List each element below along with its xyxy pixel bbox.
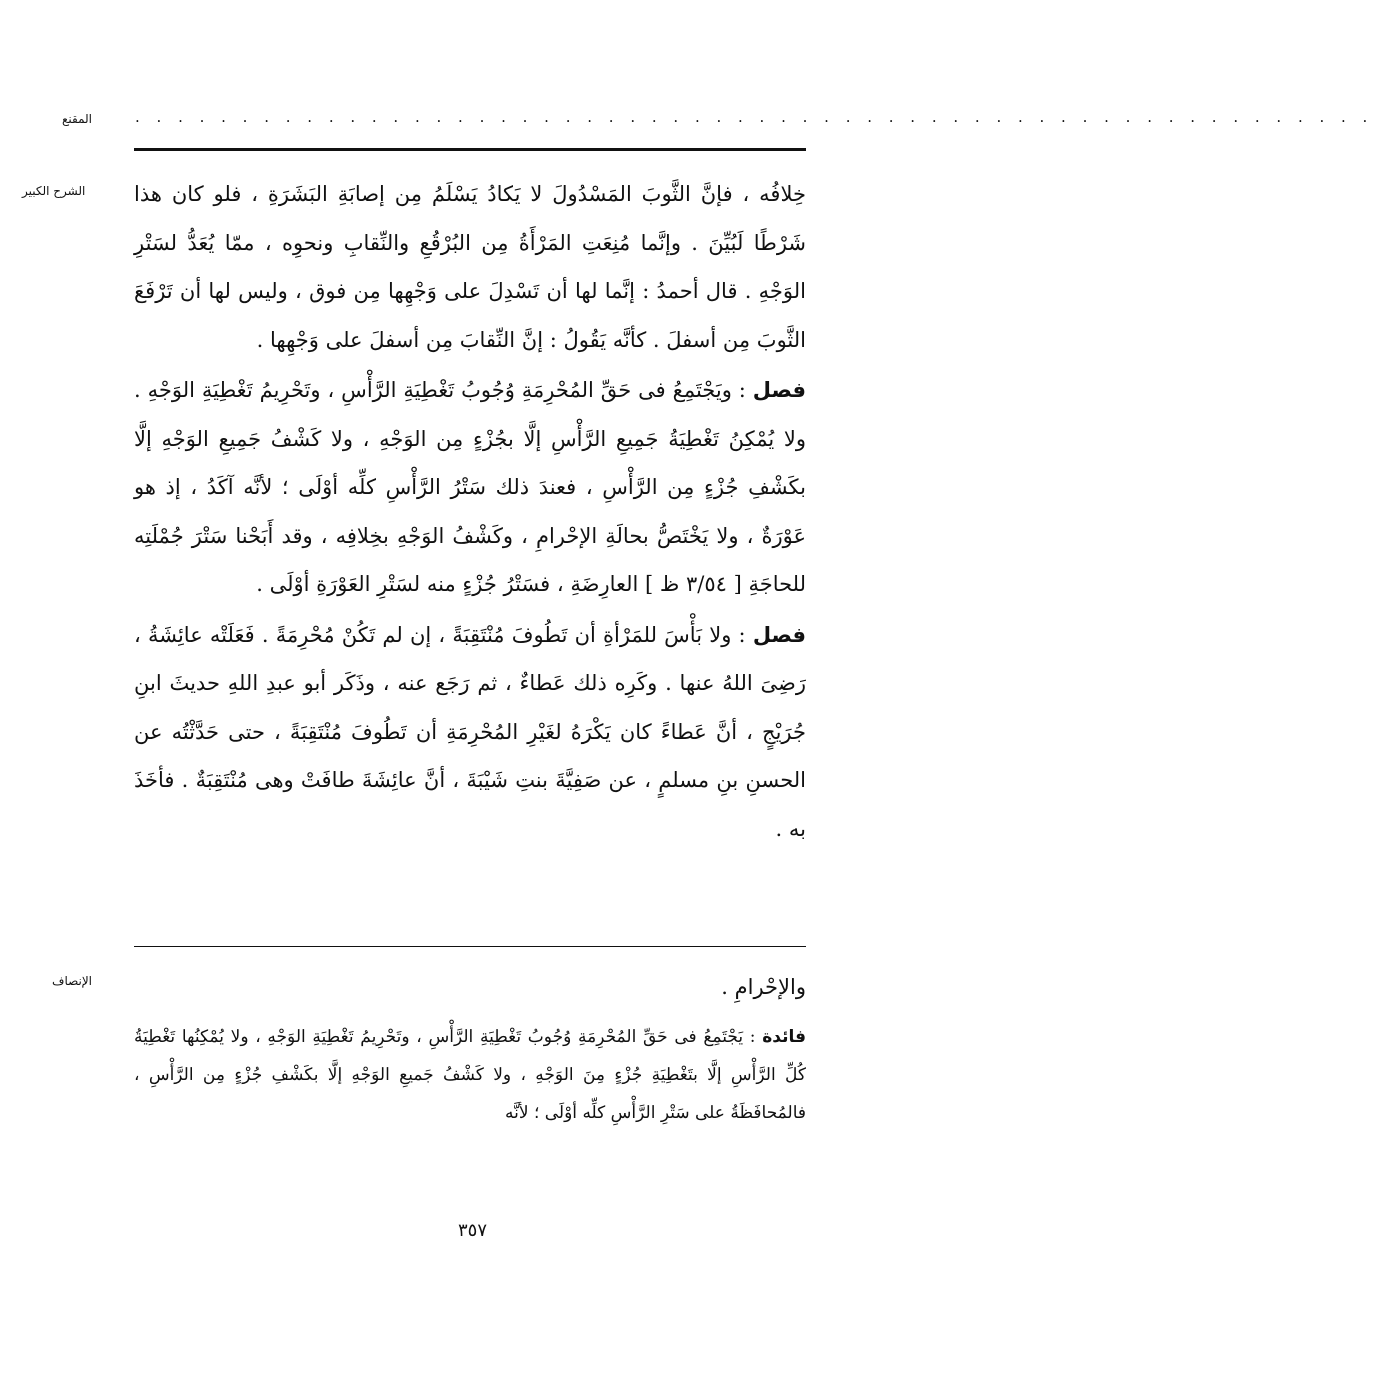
insaf-top-line: والإحْرامِ . (721, 975, 806, 999)
fasl-text: : ولا بَأْسَ للمَرْأةِ أن تَطُوفَ مُنْتَقِبَةً ، إن لم تَكُنْ مُحْرِمَةً . فَعَلَتْه عائِشَةُ ، رَضِىَ اللهُ عنها . وكَرِه ذلك عَطاءٌ ، ثم رَجَع عنه ، وذَكَر أبو عبدِ اللهِ حديثَ ابنِ جُرَيْجٍ ، أنَّ عَطاءً كان يَكْرَهُ لغَيْرِ المُحْرِمَةِ أن تَطُوفَ مُنْتَقِبَةً ، حتى حَدَّثْتُه عن الحسنِ بنِ مسلمٍ ، عن صَفِيَّةَ بنتِ شَيْبَةَ ، أنَّ عائِشَةَ طافَتْ وهى مُنْتَقِبَةٌ . فأخَذَ به . (134, 622, 806, 841)
fasl-paragraph-1 (134, 366, 806, 609)
faida-heading: فائدة (762, 1027, 807, 1047)
fasl-heading: فصل (752, 378, 806, 402)
sharh-commentary (134, 170, 806, 853)
fasl-heading: فصل (752, 622, 806, 647)
dotted-separator: . . . . . . . . . . . . . . . . . . . . . . . . . . . . . . . . . . . . . . . . . . . . . . . . . . . . . . . . . . (135, 108, 1373, 126)
section-label-muqni: المقنع (62, 112, 93, 126)
section-label-sharh: الشرح الكبير (22, 184, 86, 198)
faida-text: : يَجْتَمِعُ فى حَقِّ المُحْرِمَةِ وُجُوبُ تَغْطِيَةِ الرَّأْسِ ، وتَحْرِيمُ تَغْطِيَةِ الوَجْهِ ، ولا يُمْكِنُها تَغْطِيَةُ كُلِّ الرَّأْسِ إلَّا بتَغْطِيَةِ جُزْءٍ مِنَ الوَجْهِ ، ولا كَشْفُ جَميعِ الوَجْهِ إلَّا بكَشْفِ جُزْءٍ مِن الرَّأْسِ ، فالمُحافَظَةُ على سَتْرِ الرَّأْسِ كلِّه أوْلَى ؛ لأنَّه (134, 1027, 806, 1123)
fasl-paragraph-2 (134, 611, 806, 854)
page-number: ٣٥٧ (457, 1220, 487, 1241)
fasl-text: : ويَجْتَمِعُ فى حَقِّ المُحْرِمَةِ وُجُوبُ تَغْطِيَةِ الرَّأْسِ ، وتَحْرِيمُ تَغْطِيَةِ الوَجْهِ . ولا يُمْكِنُ تَغْطِيَةُ جَمِيعِ الرَّأْسِ إلَّا بجُزْءٍ مِن الوَجْهِ ، ولا كَشْفُ جَمِيعِ الوَجْهِ إلَّا بكَشْفِ جُزْءٍ مِن الرَّأْسِ ، فعندَ ذلك سَتْرُ الرَّأْسِ كلِّه أوْلَى ؛ لأنَّه آكَدُ ، إذ هو عَوْرَةٌ ، ولا يَخْتَصُّ بحالَةِ الإحْرامِ ، وكَشْفُ الوَجْهِ بخِلافِه ، وقد أَبَحْنا سَتْرَ جُمْلَتِه للحاجَةِ [ ٣/٥٤ ظ ] العارِضَةِ ، فسَتْرُ جُزْءٍ منه لسَتْرِ العَوْرَةِ أوْلَى . (134, 378, 806, 596)
sharh-paragraph-1: خِلافُه ، فإنَّ الثَّوبَ المَسْدُولَ لا يَكادُ يَسْلَمُ مِن إصابَةِ البَشَرَةِ ، فلو كان هذا شَرْطًا لَبُيِّنَ . وإنَّما مُنِعَتِ المَرْأَةُ مِن البُرْقُعِ والنِّقابِ ونحوِه ، ممّا يُعَدُّ لسَتْرِ الوَجْهِ . قال أحمدُ : إنَّما لها أن تَسْدِلَ على وَجْهِها مِن فوق ، وليس لها أن تَرْفَعَ الثَّوبَ مِن أسفلَ . كأنَّه يَقُولُ : إنَّ النِّقابَ مِن أسفلَ على وَجْهِها . (134, 182, 806, 352)
section-divider (134, 946, 806, 947)
section-label-insaf: الإنصاف (52, 974, 93, 988)
insaf-faida-paragraph (134, 1018, 806, 1132)
header-rule (134, 148, 806, 151)
